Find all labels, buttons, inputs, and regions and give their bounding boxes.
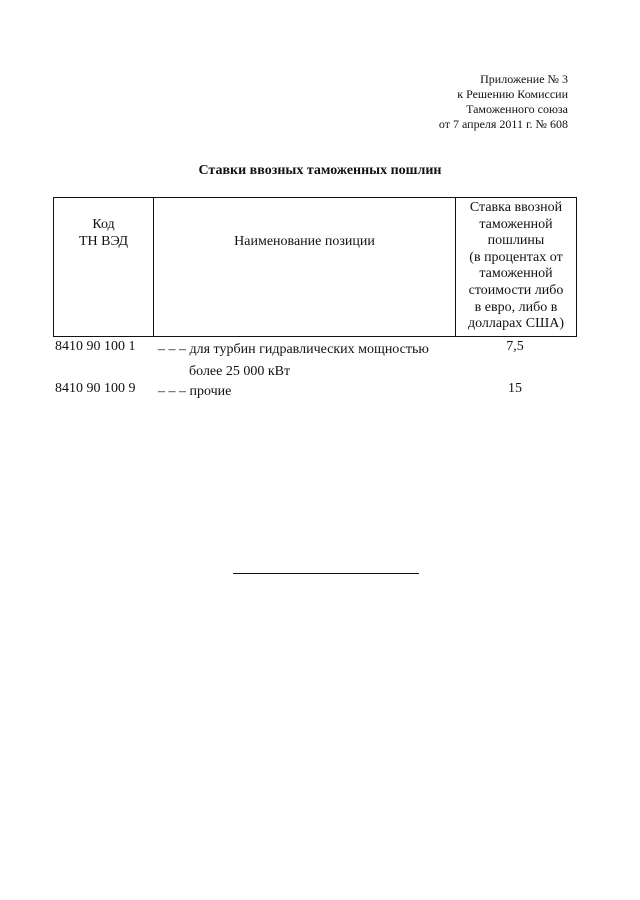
header-rate-line: таможенной bbox=[479, 216, 553, 232]
header-cell-name bbox=[154, 198, 456, 336]
annex-line: Приложение № 3 bbox=[480, 72, 568, 86]
header-rate-line: пошлины bbox=[487, 233, 545, 249]
annex-line: Таможенного союза bbox=[466, 102, 568, 116]
closing-rule bbox=[233, 573, 419, 574]
header-cell-rate bbox=[456, 198, 576, 336]
row-name-line: – – – для турбин гидравлических мощностью bbox=[158, 342, 429, 357]
row-name bbox=[158, 381, 458, 403]
tariff-table-header bbox=[53, 197, 577, 337]
header-name-text: Наименование позиции bbox=[234, 234, 375, 249]
document-title: Ставки ввозных таможенных пошлин bbox=[198, 163, 442, 178]
header-rate-line: стоимости либо bbox=[468, 282, 564, 298]
header-cell-code bbox=[54, 198, 154, 336]
header-rate-line: в евро, либо в bbox=[474, 299, 558, 315]
header-rate-line: долларах США) bbox=[467, 316, 565, 332]
header-rate-line: Ставка ввозной bbox=[469, 200, 563, 215]
header-code-line: ТН ВЭД bbox=[78, 234, 129, 249]
row-rate: 7,5 bbox=[506, 339, 524, 354]
row-code: 8410 90 100 9 bbox=[55, 381, 136, 396]
row-name-line: – – – прочие bbox=[158, 384, 232, 399]
row-code: 8410 90 100 1 bbox=[55, 339, 136, 354]
header-code-line: Код bbox=[92, 217, 115, 232]
row-rate: 15 bbox=[508, 381, 522, 396]
annex-line: от 7 апреля 2011 г. № 608 bbox=[438, 117, 568, 131]
row-name bbox=[158, 339, 458, 383]
annex-line: к Решению Комиссии bbox=[457, 87, 568, 101]
header-rate-line: (в процентах от bbox=[469, 249, 563, 265]
annex-reference bbox=[439, 72, 568, 132]
header-rate-line: таможенной bbox=[479, 266, 553, 282]
row-name-line: более 25 000 кВт bbox=[189, 364, 291, 379]
